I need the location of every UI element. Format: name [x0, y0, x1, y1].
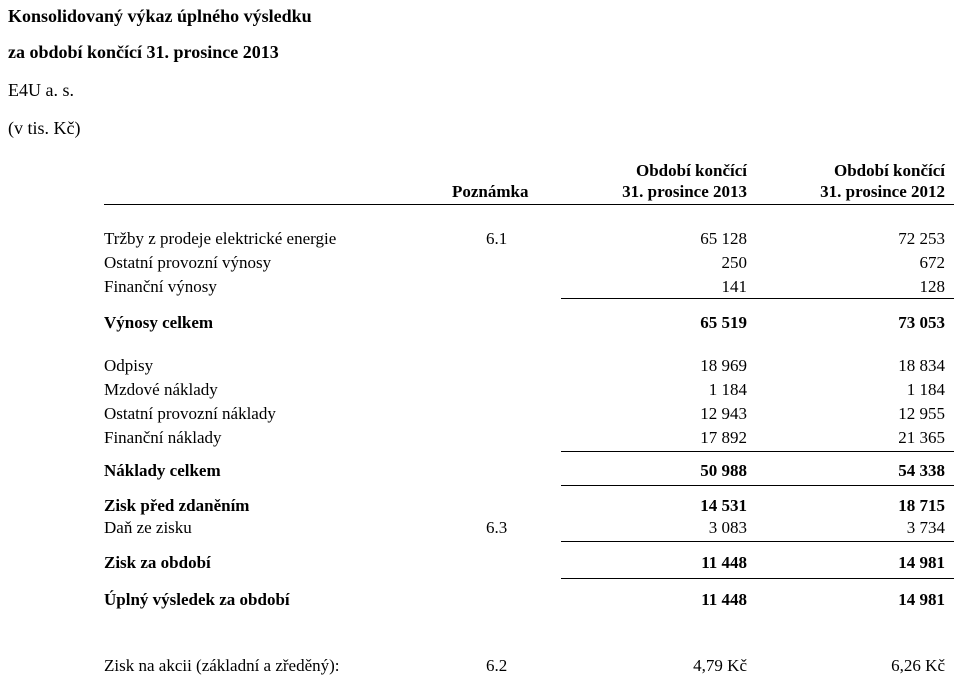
- row-value-2013: 4,79 Kč: [693, 656, 747, 675]
- row-value-2013: 18 969: [700, 356, 747, 375]
- row-value-2013: 65 519: [700, 313, 747, 332]
- row-value-2013: 14 531: [700, 496, 747, 515]
- period-2012-header-line2: 31. prosince 2012: [820, 182, 945, 201]
- row-value-2012: 14 981: [898, 590, 945, 609]
- row-value-2012: 21 365: [898, 428, 945, 447]
- row-label: Finanční náklady: [104, 428, 222, 447]
- row-label: Odpisy: [104, 356, 154, 375]
- row-value-2012: 73 053: [898, 313, 945, 332]
- period-2013-header-line1: Období končící: [635, 161, 747, 180]
- row-label: Ostatní provozní náklady: [104, 404, 276, 423]
- row-value-2013: 3 083: [708, 518, 747, 537]
- row-value-2012: 672: [919, 253, 945, 272]
- row-note: 6.1: [486, 229, 508, 248]
- row-note: 6.2: [486, 656, 508, 675]
- period-2013-header-line2: 31. prosince 2013: [622, 182, 747, 201]
- row-value-2012: 6,26 Kč: [891, 656, 945, 675]
- row-label-total: Náklady celkem: [104, 461, 221, 480]
- row-value-2012: 54 338: [898, 461, 945, 480]
- row-value-2013: 17 892: [700, 428, 747, 447]
- row-label-total: Zisk za období: [104, 553, 211, 572]
- row-value-2012: 18 834: [898, 356, 945, 375]
- row-value-2012: 1 184: [906, 380, 945, 399]
- row-label-total: Zisk před zdaněním: [104, 496, 250, 515]
- period-2012-header-line1: Období končící: [833, 161, 945, 180]
- row-value-2013: 250: [721, 253, 747, 272]
- row-value-2013: 12 943: [700, 404, 747, 423]
- row-value-2013: 65 128: [700, 229, 747, 248]
- subtotal-rule: [561, 578, 954, 579]
- row-value-2012: 3 734: [906, 518, 945, 537]
- row-label: Daň ze zisku: [104, 518, 192, 537]
- row-label-total: Výnosy celkem: [104, 313, 214, 332]
- subtotal-rule: [561, 485, 954, 486]
- unit-label: (v tis. Kč): [8, 118, 81, 138]
- company-name: E4U a. s.: [8, 80, 74, 100]
- row-label: Mzdové náklady: [104, 380, 218, 399]
- row-label: Tržby z prodeje elektrické energie: [104, 229, 337, 248]
- row-value-2013: 50 988: [700, 461, 747, 480]
- row-value-2013: 1 184: [708, 380, 747, 399]
- row-label: Zisk na akcii (základní a zředěný):: [104, 656, 340, 675]
- report-title: Konsolidovaný výkaz úplného výsledku: [8, 6, 312, 26]
- row-label: Finanční výnosy: [104, 277, 217, 296]
- row-label: Ostatní provozní výnosy: [104, 253, 272, 272]
- row-label-total: Úplný výsledek za období: [104, 590, 290, 609]
- row-note: 6.3: [486, 518, 508, 537]
- subtotal-rule: [561, 298, 954, 299]
- note-column-header: Poznámka: [452, 182, 529, 201]
- row-value-2012: 128: [919, 277, 945, 296]
- subtotal-rule: [561, 451, 954, 452]
- row-value-2012: 72 253: [898, 229, 945, 248]
- row-value-2012: 18 715: [898, 496, 945, 515]
- report-period: za období končící 31. prosince 2013: [8, 42, 279, 62]
- subtotal-rule: [561, 541, 954, 542]
- row-value-2013: 141: [721, 277, 747, 296]
- row-value-2012: 12 955: [898, 404, 945, 423]
- row-value-2012: 14 981: [898, 553, 945, 572]
- row-value-2013: 11 448: [701, 590, 747, 609]
- header-underline: [104, 204, 954, 205]
- row-value-2013: 11 448: [701, 553, 747, 572]
